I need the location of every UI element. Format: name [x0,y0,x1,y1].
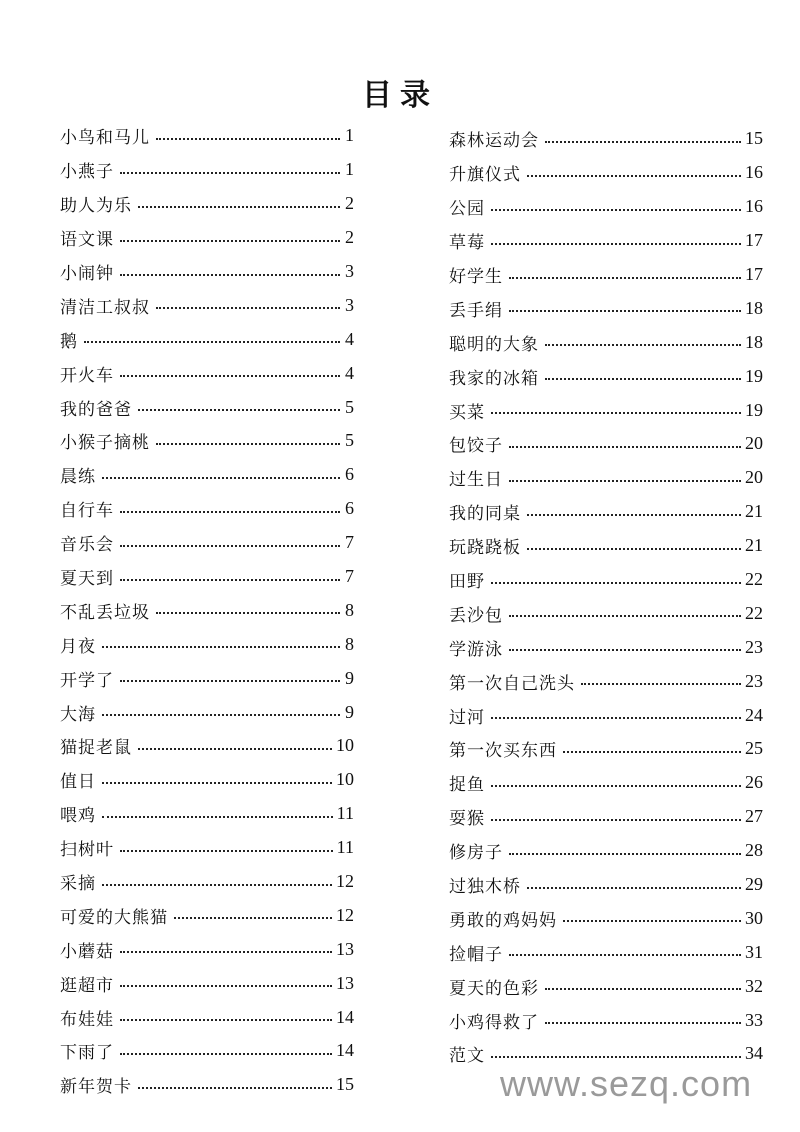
toc-entry-page: 12 [336,904,354,925]
toc-entry[interactable] [60,661,354,695]
toc-entry-page: 6 [345,464,354,485]
toc-entry-title: 过独木桥 [449,877,521,898]
toc-entry-page: 12 [336,871,354,892]
toc-entry-title: 包饺子 [449,436,503,457]
dot-leader [491,717,741,719]
toc-entry-page: 24 [745,704,763,725]
toc-entry[interactable] [60,797,354,831]
toc-entry-title: 小猴子摘桃 [60,433,150,454]
toc-entry-title: 聪明的大象 [449,334,539,355]
toc-entry-title: 范文 [449,1046,485,1067]
toc-entry[interactable] [449,698,763,732]
toc-entry[interactable] [60,526,354,560]
toc-entry-page: 14 [336,1006,354,1027]
toc-entry-page: 6 [345,498,354,519]
toc-entry[interactable] [60,932,354,966]
toc-entry-page: 23 [745,670,763,691]
toc-entry[interactable] [449,800,763,834]
dot-leader [156,443,340,445]
dot-leader [509,615,741,617]
dot-leader [545,344,741,346]
toc-entry[interactable] [60,390,354,424]
dot-leader [563,751,741,753]
toc-entry-page: 15 [336,1074,354,1095]
toc-entry[interactable] [60,865,354,899]
dot-leader [102,782,332,784]
dot-leader [491,819,741,821]
toc-entry[interactable] [60,898,354,932]
toc-entry-page: 29 [745,874,763,895]
toc-entry[interactable] [60,1068,354,1102]
toc-entry-title: 好学生 [449,267,503,287]
dot-leader [120,1053,332,1055]
dot-leader [509,310,741,312]
toc-entry[interactable] [449,868,763,902]
toc-entry-title: 学游泳 [449,639,503,660]
toc-entry-title: 过生日 [449,470,503,491]
toc-entry[interactable] [60,153,354,187]
toc-entry-page: 27 [745,806,763,827]
dot-leader [527,514,741,516]
toc-entry-page: 15 [745,128,763,149]
toc-entry[interactable] [60,356,354,390]
toc-entry[interactable] [60,492,354,526]
dot-leader [527,548,741,550]
dot-leader [581,683,741,685]
toc-entry[interactable] [449,563,763,597]
toc-entry-title: 森林运动会 [449,131,539,152]
toc-entry-title: 逛超市 [60,975,114,996]
toc-entry-title: 草莓 [449,233,485,254]
toc-entry-page: 26 [745,772,763,793]
dot-leader [120,680,340,682]
toc-entry-page: 1 [345,125,354,146]
dot-leader [84,341,340,343]
toc-entry-page: 8 [345,633,354,654]
toc-entry-page: 16 [745,162,763,183]
dot-leader [509,480,741,482]
toc-entry-title: 鹅 [60,331,78,352]
toc-entry-page: 11 [336,803,354,824]
toc-entry[interactable] [449,766,763,800]
toc-entry-page: 19 [745,399,763,420]
toc-entry-title: 喂鸡 [60,806,96,827]
toc-entry-page: 31 [745,941,763,962]
toc-entry[interactable] [60,458,354,492]
toc-entry-page: 3 [345,294,354,315]
toc-entry-title: 清洁工叔叔 [60,297,150,318]
toc-entry[interactable] [449,393,763,427]
toc-entry[interactable] [449,834,763,868]
dot-leader [120,985,332,987]
dot-leader [491,412,741,414]
dot-leader [563,920,741,922]
dot-leader [491,1056,741,1058]
toc-entry-title: 丢手绢 [449,300,503,321]
dot-leader [491,785,741,787]
toc-entry[interactable] [449,969,763,1003]
toc-entry[interactable] [60,593,354,627]
dot-leader [491,243,741,245]
toc-entry-page: 5 [345,430,354,451]
toc-entry[interactable] [60,1000,354,1034]
toc-entry-title: 公园 [449,199,485,220]
toc-entry[interactable] [449,732,763,766]
toc-entry-page: 20 [745,433,763,454]
toc-entry-title: 大海 [60,704,96,725]
toc-entry[interactable] [60,424,354,458]
toc-entry-title: 捉鱼 [449,775,485,796]
toc-entry[interactable] [449,664,763,698]
toc-entry-title: 布娃娃 [60,1009,114,1030]
dot-leader [545,378,741,380]
toc-entry-page: 30 [745,907,763,928]
toc-entry[interactable] [60,255,354,289]
toc-entry-title: 开学了 [60,670,114,691]
toc-entry-title: 夏天的色彩 [449,978,539,999]
toc-entry[interactable] [449,190,763,224]
toc-entry-page: 19 [745,365,763,386]
dot-leader [120,172,340,174]
toc-entry-page: 20 [745,467,763,488]
toc-entry[interactable] [449,122,763,156]
toc-entry-page: 16 [745,196,763,217]
toc-entry-page: 1 [345,159,354,180]
toc-entry-page: 14 [336,1040,354,1061]
toc-entry-title: 下雨了 [60,1043,114,1064]
toc-entry-title: 新年贺卡 [60,1077,132,1098]
toc-entry-page: 25 [745,738,763,759]
toc-entry-page: 3 [345,261,354,281]
toc-entry-title: 可爱的大熊猫 [60,907,168,928]
toc-entry-title: 夏天到 [60,569,114,590]
toc-entry[interactable] [60,560,354,594]
toc-entry[interactable] [60,966,354,1000]
toc-entry-title: 值日 [60,772,96,793]
dot-leader [120,579,340,581]
toc-entry[interactable] [449,427,763,461]
toc-entry-page: 32 [745,975,763,996]
dot-leader [120,850,333,852]
toc-entry-title: 扫树叶 [60,840,114,861]
toc-entry-title: 玩跷跷板 [449,538,521,559]
toc-entry[interactable] [60,729,354,763]
toc-left-column [60,119,354,1102]
dot-leader [509,277,741,279]
dot-leader [509,853,741,855]
toc-entry-page: 18 [745,297,763,318]
dot-leader [102,646,340,648]
toc-entry-title: 升旗仪式 [449,165,521,186]
toc-entry-page: 10 [336,769,354,790]
dot-leader [102,714,340,716]
toc-entry[interactable] [449,224,763,258]
dot-leader [491,209,741,211]
toc-entry[interactable] [449,495,763,529]
toc-entry-title: 捡帽子 [449,944,503,965]
dot-leader [120,511,340,513]
toc-entry-title: 小燕子 [60,162,114,183]
toc-entry-title: 耍猴 [449,809,485,830]
dot-leader [102,477,340,479]
toc-entry-title: 过河 [449,707,485,728]
toc-entry-page: 9 [345,667,354,688]
toc-entry[interactable] [449,529,763,563]
toc-entry-page: 2 [345,193,354,214]
dot-leader [545,1022,741,1024]
toc-entry[interactable] [60,763,354,797]
toc-entry-page: 17 [745,230,763,251]
toc-entry-title: 第一次自己洗头 [449,673,575,694]
toc-entry-title: 小蘑菇 [60,941,114,962]
toc-entry-page: 17 [745,264,763,284]
toc-entry-page: 4 [345,328,354,349]
toc-entry-title: 小鸡得救了 [449,1012,539,1033]
page-title: 目录 [362,78,438,113]
toc-entry-title: 不乱丢垃圾 [60,602,150,623]
toc-entry-title: 助人为乐 [60,196,132,217]
toc-entry-page: 22 [745,602,763,623]
toc-entry-page: 8 [345,599,354,620]
toc-entry-page: 10 [336,735,354,756]
dot-leader [102,816,333,818]
toc-entry-page: 33 [745,1009,763,1030]
dot-leader [156,138,340,140]
toc-entry[interactable] [60,288,354,322]
toc-entry-title: 我的爸爸 [60,399,132,420]
toc-entry-page: 21 [745,535,763,556]
toc-entry-page: 22 [745,569,763,590]
toc-entry-page: 5 [345,396,354,417]
toc-entry-title: 丢沙包 [449,605,503,626]
dot-leader [138,748,332,750]
toc-entry[interactable] [449,461,763,495]
toc-entry-title: 自行车 [60,501,114,522]
toc-entry-title: 采摘 [60,874,96,895]
toc-entry[interactable] [60,831,354,865]
dot-leader [120,545,340,547]
toc-entry-title: 语文课 [60,230,114,251]
toc-entry-page: 21 [745,501,763,522]
dot-leader [156,307,340,309]
toc-entry[interactable] [60,187,354,221]
toc-entry-title: 小闹钟 [60,264,114,284]
toc-entry[interactable] [449,596,763,630]
toc-entry-title: 晨练 [60,467,96,488]
toc-entry[interactable] [449,156,763,190]
toc-entry-title: 田野 [449,572,485,593]
toc-entry[interactable] [449,901,763,935]
toc-entry-title: 买菜 [449,402,485,423]
dot-leader [545,141,741,143]
toc-entry-page: 34 [745,1043,763,1064]
toc-entry-page: 28 [745,840,763,861]
dot-leader [509,954,741,956]
dot-leader [527,175,741,177]
dot-leader [509,446,741,448]
toc-entry[interactable] [60,322,354,356]
toc-right-column [449,122,763,1071]
dot-leader [120,1019,332,1021]
toc-entry-page: 13 [336,972,354,993]
toc-entry[interactable] [60,119,354,153]
dot-leader [156,612,340,614]
watermark: www.sezq.com [500,1063,753,1104]
toc-entry-title: 音乐会 [60,535,114,556]
dot-leader [120,375,340,377]
toc-entry-title: 第一次买东西 [449,741,557,762]
toc-entry-title: 我的同桌 [449,504,521,525]
toc-entry-title: 开火车 [60,365,114,386]
toc-entry[interactable] [449,935,763,969]
toc-entry-page: 11 [336,837,354,858]
dot-leader [509,649,741,651]
toc-entry[interactable] [449,359,763,393]
toc-entry-title: 勇敢的鸡妈妈 [449,910,557,931]
toc-entry[interactable] [60,221,354,255]
dot-leader [120,951,332,953]
toc-entry[interactable] [449,1003,763,1037]
toc-entry-page: 2 [345,227,354,248]
dot-leader [138,206,340,208]
toc-entry-page: 23 [745,636,763,657]
toc-entry[interactable] [449,325,763,359]
toc-entry-title: 月夜 [60,636,96,657]
toc-entry[interactable] [449,258,763,292]
dot-leader [138,409,340,411]
toc-entry[interactable] [449,291,763,325]
dot-leader [102,884,332,886]
dot-leader [545,988,741,990]
toc-entry[interactable] [60,695,354,729]
toc-entry-page: 4 [345,362,354,383]
toc-entry-page: 18 [745,331,763,352]
toc-entry[interactable] [60,1034,354,1068]
toc-entry-title: 猫捉老鼠 [60,738,132,759]
toc-entry-page: 13 [336,938,354,959]
dot-leader [491,582,741,584]
toc-entry-title: 小鸟和马儿 [60,128,150,149]
dot-leader [174,917,332,919]
toc-entry[interactable] [449,630,763,664]
toc-entry-page: 9 [345,701,354,722]
dot-leader [527,887,741,889]
toc-entry[interactable] [60,627,354,661]
dot-leader [138,1087,332,1089]
toc-entry-page: 7 [345,532,354,553]
dot-leader [120,274,340,276]
toc-entry-page: 7 [345,566,354,587]
toc-entry-title: 修房子 [449,843,503,864]
dot-leader [120,240,340,242]
toc-entry-title: 我家的冰箱 [449,368,539,389]
